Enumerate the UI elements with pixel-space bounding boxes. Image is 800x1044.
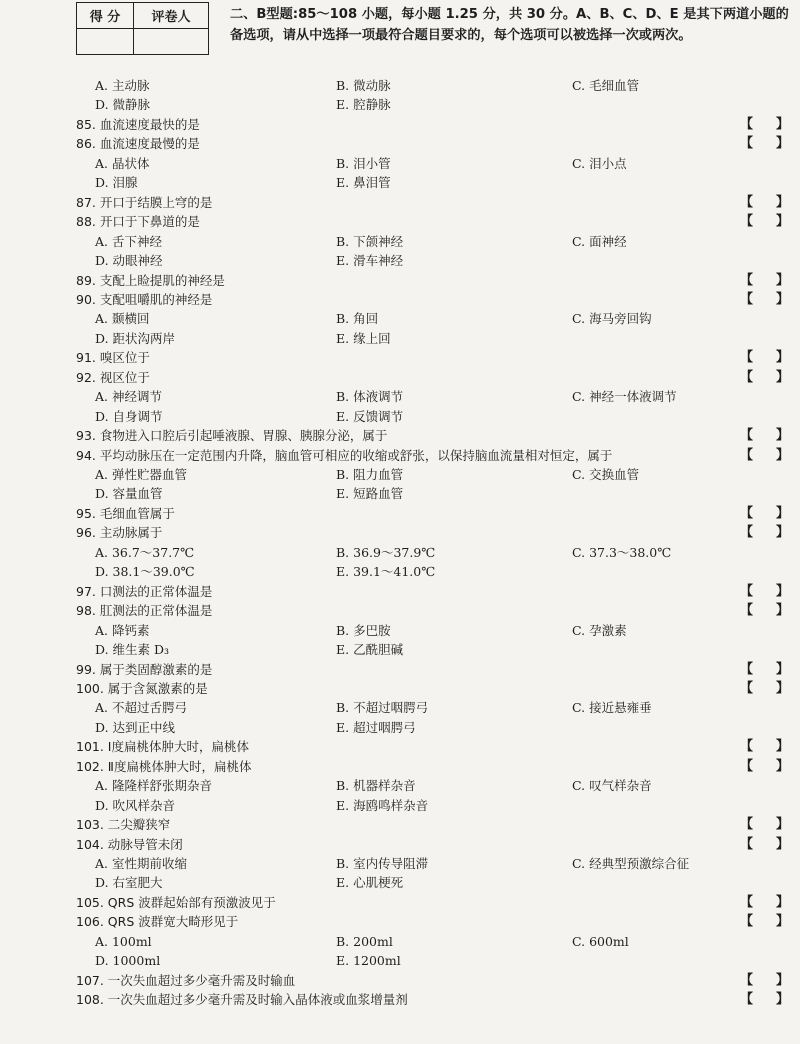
option-label: D. 维生素 D₃ — [95, 642, 170, 658]
question-text: 90. 支配咀嚼肌的神经是 — [76, 291, 213, 307]
option-row — [0, 698, 800, 718]
bracket-right: 】 — [776, 583, 790, 599]
question-text: 97. 口测法的正常体温是 — [76, 583, 213, 599]
bracket-right: 】 — [776, 603, 790, 619]
question-text: 91. 嗅区位于 — [76, 350, 150, 366]
score-label: 得 分 — [77, 3, 134, 29]
bracket-left: 【 — [740, 214, 754, 230]
question-row — [0, 990, 800, 1010]
score-cell — [77, 29, 134, 55]
option-label: E. 1200ml — [336, 953, 401, 969]
option-label: A. 不超过舌腭弓 — [95, 700, 187, 716]
option-label: A. 舌下神经 — [95, 233, 162, 249]
option-label: D. 达到正中线 — [95, 719, 176, 735]
question-text: 99. 属于类固醇激素的是 — [76, 661, 213, 677]
option-row — [0, 329, 800, 349]
question-text: 101. Ⅰ度扁桃体肿大时，扁桃体 — [76, 739, 249, 755]
option-label: C. 600ml — [572, 933, 629, 949]
option-label: A. 36.7～37.7℃ — [95, 544, 195, 560]
option-label: D. 容量血管 — [95, 486, 163, 502]
question-row — [0, 582, 800, 602]
option-label: D. 微静脉 — [95, 97, 151, 113]
question-text: 105. QRS 波群起始部有预激波见于 — [76, 894, 276, 910]
question-row — [0, 271, 800, 291]
option-label: C. 面神经 — [572, 233, 627, 249]
option-label: B. 微动脉 — [336, 78, 391, 93]
option-label: D. 右室肥大 — [95, 875, 163, 891]
option-label: B. 不超过咽腭弓 — [336, 700, 429, 716]
question-text: 87. 开口于结膜上穹的是 — [76, 194, 213, 210]
option-label: E. 缘上回 — [336, 330, 391, 346]
question-row — [0, 660, 800, 680]
option-row — [0, 484, 800, 504]
bracket-left: 【 — [740, 972, 754, 988]
question-row — [0, 134, 800, 154]
option-label: C. 经典型预激综合征 — [572, 856, 690, 871]
option-label: D. 距状沟两岸 — [95, 330, 176, 346]
option-label: E. 腔静脉 — [336, 97, 391, 113]
question-row — [0, 679, 800, 699]
option-label: E. 39.1～41.0℃ — [336, 564, 436, 580]
bracket-right: 】 — [776, 369, 790, 385]
bracket-left: 【 — [740, 428, 754, 444]
question-row — [0, 893, 800, 913]
bracket-right: 】 — [776, 291, 790, 307]
option-label: C. 毛细血管 — [572, 78, 640, 93]
bracket-left: 【 — [740, 116, 754, 132]
option-label: A. 隆隆样舒张期杂音 — [95, 778, 212, 794]
option-label: A. 颞横回 — [95, 311, 150, 327]
question-text: 88. 开口于下鼻道的是 — [76, 214, 200, 230]
bracket-right: 】 — [776, 116, 790, 132]
option-label: B. 体液调节 — [336, 389, 404, 405]
question-text: 92. 视区位于 — [76, 369, 150, 385]
option-label: E. 短路血管 — [336, 486, 404, 502]
question-text: 108. 一次失血超过多少毫升需及时输入晶体液或血浆增量剂 — [76, 992, 408, 1008]
option-label: C. 神经一体液调节 — [572, 389, 677, 405]
question-row — [0, 835, 800, 855]
question-text: 103. 二尖瓣狭窄 — [76, 817, 171, 833]
option-label: D. 泪腺 — [95, 175, 138, 191]
bracket-left: 【 — [740, 525, 754, 541]
option-label: E. 心肌梗死 — [336, 875, 404, 891]
question-text: 107. 一次失血超过多少毫升需及时输血 — [76, 972, 296, 988]
bracket-left: 【 — [740, 505, 754, 521]
bracket-left: 【 — [740, 272, 754, 288]
option-label: C. 海马旁回钩 — [572, 311, 652, 327]
option-row — [0, 95, 800, 115]
question-row — [0, 193, 800, 213]
bracket-right: 】 — [776, 447, 790, 463]
bracket-right: 】 — [776, 136, 790, 152]
option-label: D. 动眼神经 — [95, 253, 163, 269]
bracket-left: 【 — [740, 136, 754, 152]
option-label: B. 机器样杂音 — [336, 778, 416, 794]
question-row — [0, 523, 800, 543]
bracket-right: 】 — [776, 350, 790, 366]
score-box — [76, 2, 209, 55]
bracket-right: 】 — [776, 817, 790, 833]
option-label: C. 37.3～38.0℃ — [572, 544, 672, 560]
option-label: B. 200ml — [336, 933, 393, 949]
bracket-left: 【 — [740, 817, 754, 833]
option-row — [0, 776, 800, 796]
question-text: 104. 动脉导管未闭 — [76, 836, 183, 852]
bracket-left: 【 — [740, 914, 754, 930]
question-text: 86. 血流速度最慢的是 — [76, 136, 200, 152]
question-row — [0, 426, 800, 446]
option-row — [0, 173, 800, 193]
option-label: E. 滑车神经 — [336, 253, 404, 269]
grader-label: 评卷人 — [134, 3, 209, 29]
option-label: D. 1000ml — [95, 953, 161, 969]
question-row — [0, 737, 800, 757]
grader-cell — [134, 29, 209, 55]
question-row — [0, 815, 800, 835]
option-label: A. 神经调节 — [95, 389, 162, 405]
option-row — [0, 76, 800, 96]
option-label: E. 鼻泪管 — [336, 175, 391, 191]
option-row — [0, 854, 800, 874]
option-label: C. 泪小点 — [572, 155, 627, 171]
bracket-right: 】 — [776, 972, 790, 988]
option-label: B. 36.9～37.9℃ — [336, 544, 436, 560]
question-text: 102. Ⅱ度扁桃体肿大时，扁桃体 — [76, 758, 252, 774]
question-row — [0, 504, 800, 524]
question-row — [0, 115, 800, 135]
option-row — [0, 951, 800, 971]
question-row — [0, 757, 800, 777]
bracket-right: 】 — [776, 214, 790, 230]
option-label: B. 多巴胺 — [336, 622, 391, 638]
question-text: 100. 属于含氮激素的是 — [76, 680, 208, 696]
question-text: 94. 平均动脉压在一定范围内升降，脑血管可相应的收缩或舒张，以保持脑血流量相对恒定，属于 — [76, 447, 613, 463]
option-label: D. 38.1～39.0℃ — [95, 564, 195, 580]
bracket-left: 【 — [740, 758, 754, 774]
bracket-right: 】 — [776, 661, 790, 677]
bracket-left: 【 — [740, 739, 754, 755]
option-label: E. 超过咽腭弓 — [336, 719, 416, 735]
question-row — [0, 971, 800, 991]
question-row — [0, 912, 800, 932]
bracket-left: 【 — [740, 894, 754, 910]
question-row — [0, 601, 800, 621]
option-row — [0, 154, 800, 174]
question-text: 89. 支配上睑提肌的神经是 — [76, 272, 225, 288]
bracket-left: 【 — [740, 369, 754, 385]
bracket-left: 【 — [740, 583, 754, 599]
bracket-right: 】 — [776, 836, 790, 852]
bracket-right: 】 — [776, 428, 790, 444]
question-text: 96. 主动脉属于 — [76, 525, 163, 541]
option-label: A. 降钙素 — [95, 622, 150, 638]
bracket-right: 】 — [776, 194, 790, 210]
option-label: A. 100ml — [95, 933, 152, 949]
option-row — [0, 640, 800, 660]
question-text: 93. 食物进入口腔后引起唾液腺、胃腺、胰腺分泌，属于 — [76, 428, 388, 444]
bracket-right: 】 — [776, 680, 790, 696]
option-label: A. 弹性贮器血管 — [95, 467, 187, 482]
question-row — [0, 348, 800, 368]
bracket-right: 】 — [776, 758, 790, 774]
bracket-right: 】 — [776, 992, 790, 1008]
option-label: D. 自身调节 — [95, 408, 163, 424]
bracket-left: 【 — [740, 992, 754, 1008]
option-row — [0, 232, 800, 252]
question-row — [0, 212, 800, 232]
option-row — [0, 932, 800, 952]
bracket-left: 【 — [740, 447, 754, 463]
option-label: B. 阻力血管 — [336, 467, 404, 482]
option-row — [0, 562, 800, 582]
option-label: E. 乙酰胆碱 — [336, 642, 404, 658]
bracket-left: 【 — [740, 194, 754, 210]
bracket-right: 】 — [776, 505, 790, 521]
option-label: A. 晶状体 — [95, 155, 150, 171]
option-label: A. 主动脉 — [95, 78, 150, 93]
option-label: A. 室性期前收缩 — [95, 856, 187, 871]
option-row — [0, 873, 800, 893]
option-label: C. 叹气样杂音 — [572, 778, 652, 794]
option-row — [0, 309, 800, 329]
bracket-right: 】 — [776, 525, 790, 541]
option-label: B. 室内传导阻滞 — [336, 856, 429, 871]
bracket-left: 【 — [740, 661, 754, 677]
option-row — [0, 718, 800, 738]
bracket-left: 【 — [740, 350, 754, 366]
bracket-left: 【 — [740, 291, 754, 307]
section-instruction: 二、B型题:85～108 小题，每小题 1.25 分，共 30 分。A、B、C、D、E 是其下两道小题的备选项，请从中选择一项最符合题目要求的，每个选项可以被选择一次或两次。 — [230, 7, 789, 43]
bracket-left: 【 — [740, 603, 754, 619]
option-row — [0, 251, 800, 271]
bracket-right: 】 — [776, 894, 790, 910]
bracket-right: 】 — [776, 272, 790, 288]
option-label: C. 交换血管 — [572, 467, 640, 482]
question-text: 85. 血流速度最快的是 — [76, 116, 200, 132]
option-label: B. 角回 — [336, 311, 379, 327]
option-label: E. 反馈调节 — [336, 408, 404, 424]
option-row — [0, 796, 800, 816]
option-label: D. 吹风样杂音 — [95, 797, 176, 813]
option-label: B. 泪小管 — [336, 155, 391, 171]
option-row — [0, 465, 800, 485]
question-text: 98. 肛测法的正常体温是 — [76, 603, 213, 619]
option-row — [0, 621, 800, 641]
option-label: C. 孕激素 — [572, 622, 627, 638]
question-row — [0, 446, 800, 466]
option-row — [0, 543, 800, 563]
bracket-left: 【 — [740, 680, 754, 696]
option-label: B. 下颌神经 — [336, 233, 404, 249]
option-label: E. 海鸥鸣样杂音 — [336, 797, 429, 813]
question-row — [0, 368, 800, 388]
option-row — [0, 407, 800, 427]
bracket-right: 】 — [776, 914, 790, 930]
question-text: 95. 毛细血管属于 — [76, 505, 175, 521]
question-row — [0, 290, 800, 310]
option-label: C. 接近悬雍垂 — [572, 700, 652, 716]
bracket-right: 】 — [776, 739, 790, 755]
bracket-left: 【 — [740, 836, 754, 852]
option-row — [0, 387, 800, 407]
question-text: 106. QRS 波群宽大畸形见于 — [76, 914, 239, 930]
